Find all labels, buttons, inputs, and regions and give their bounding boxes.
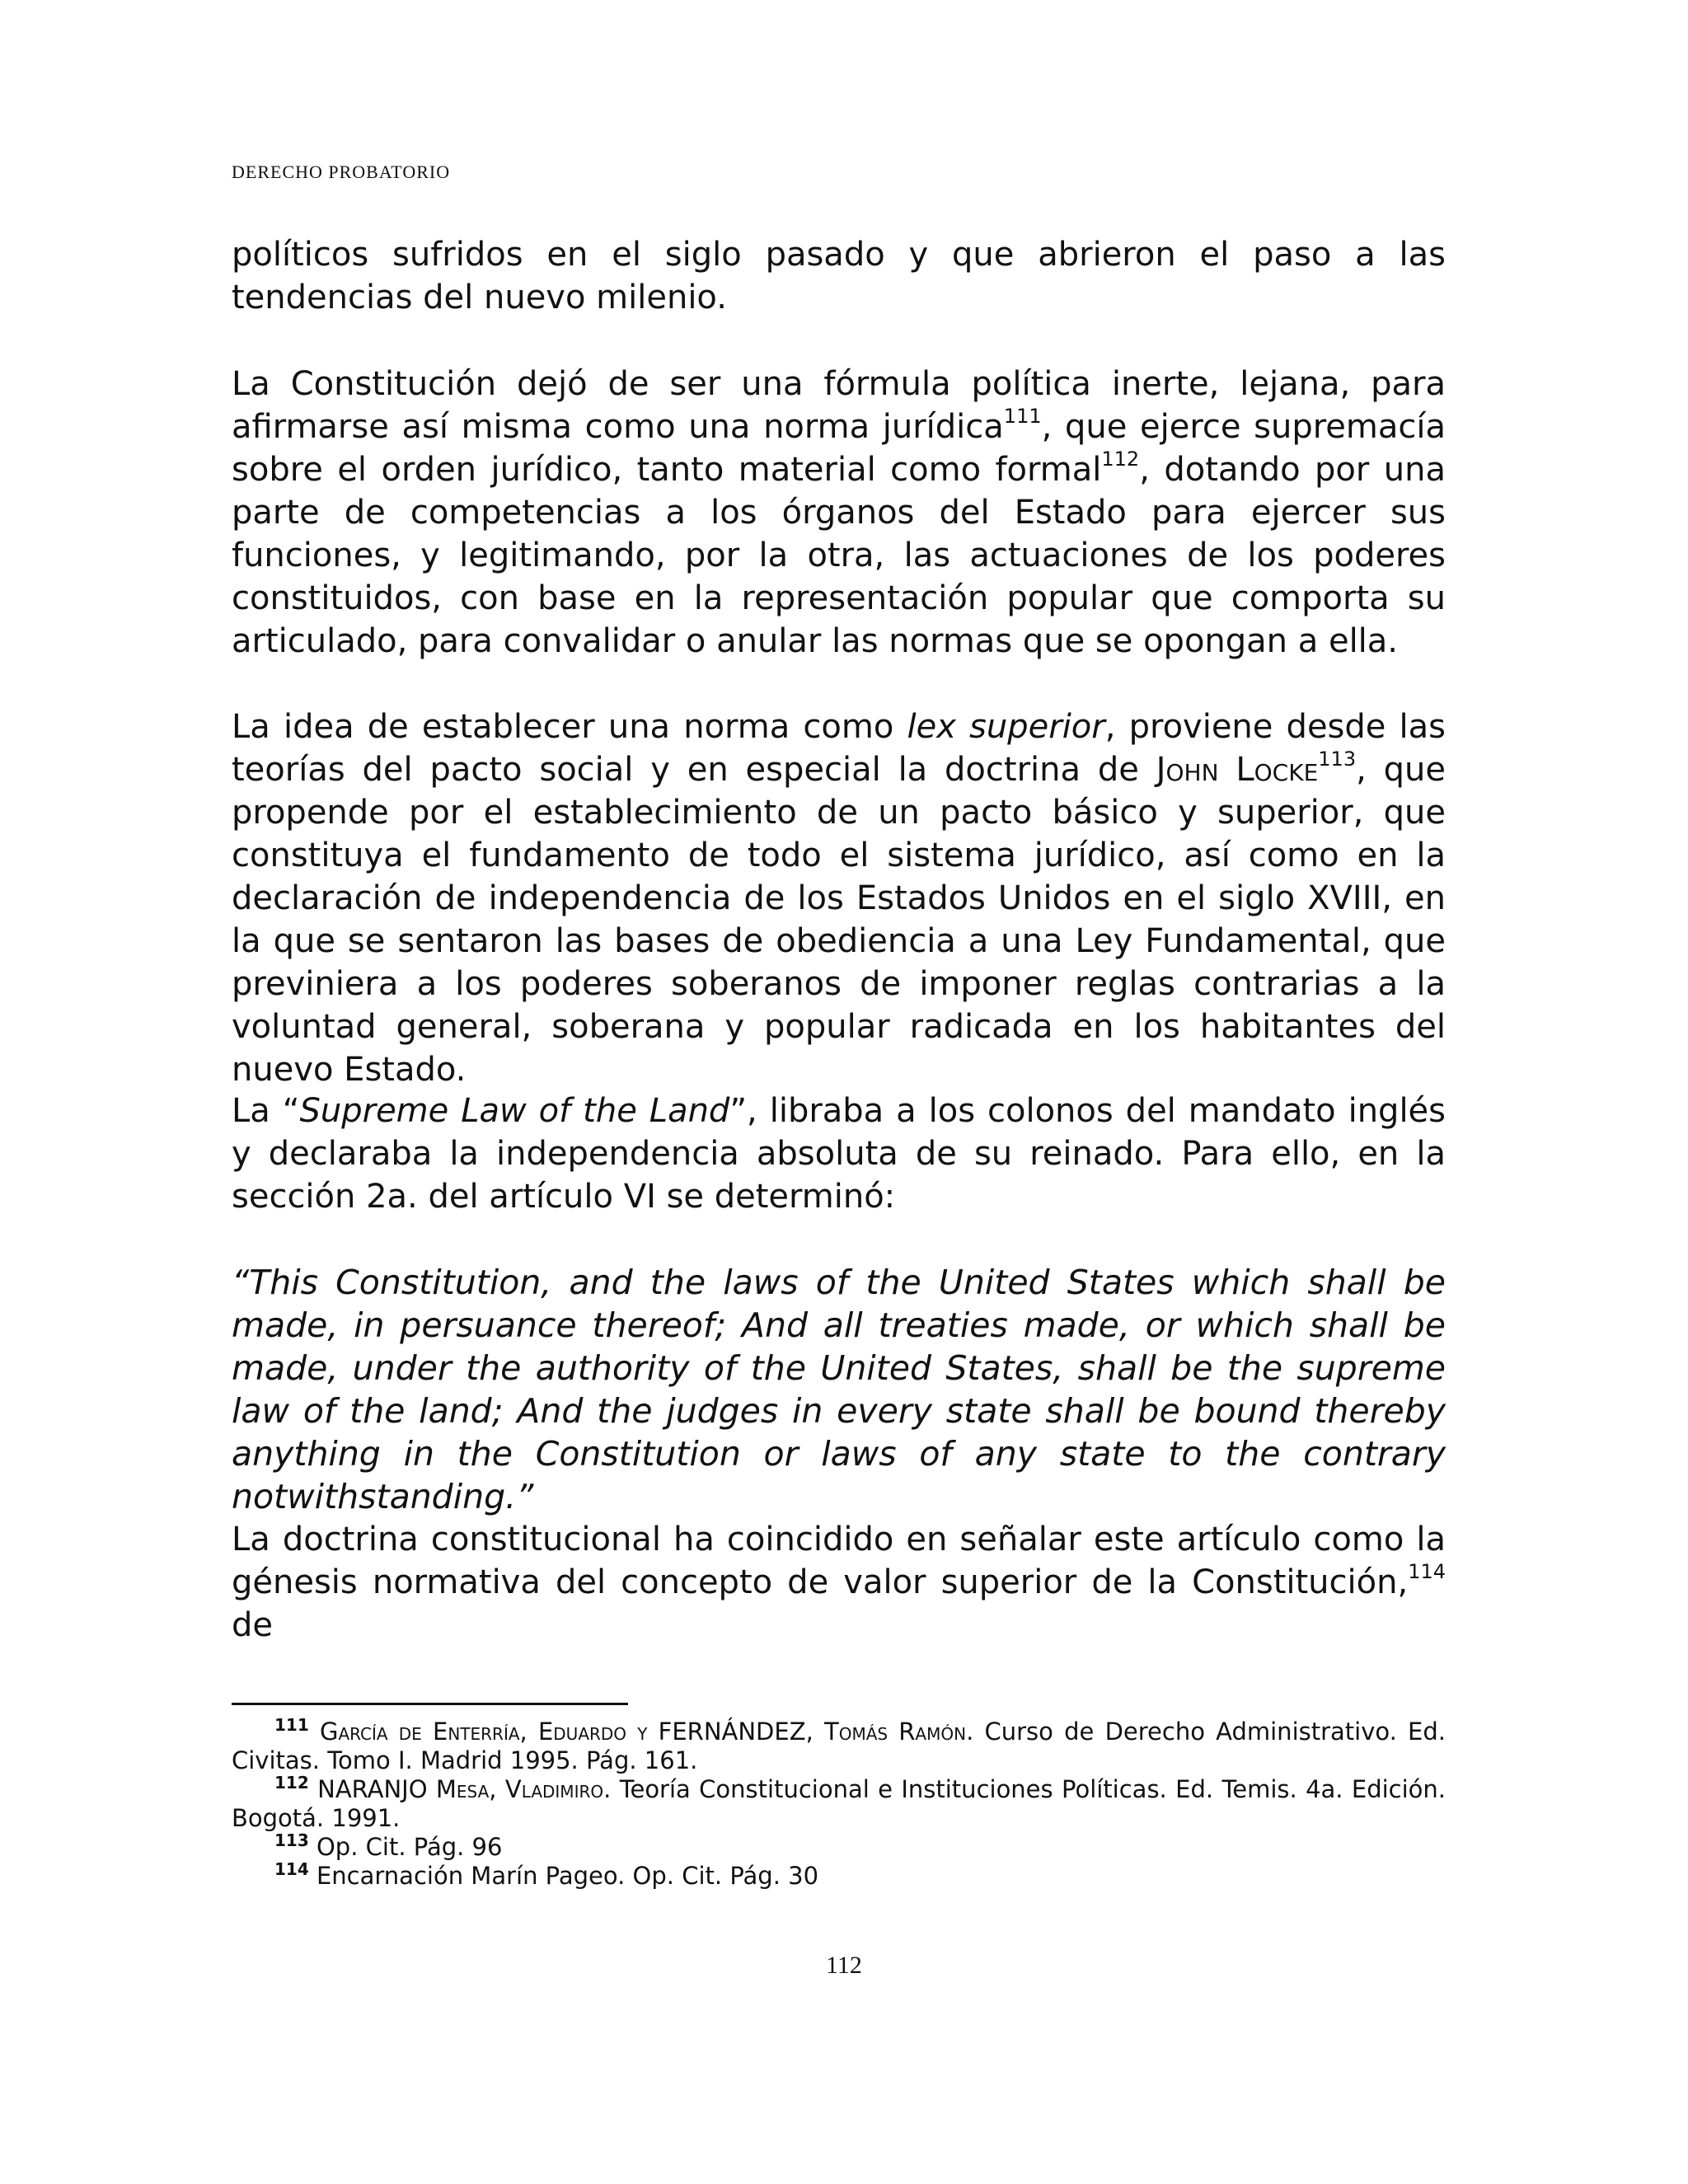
- footnote-text: Op. Cit. Pág. 96: [316, 1833, 503, 1861]
- paragraph-6: [232, 1518, 1446, 1647]
- footnote-112: [232, 1775, 1446, 1833]
- paragraph-6-text-a: La doctrina constitucional ha coincidido en señalar este artículo como la génesis normativa del concepto de valor superior de la Constitución,: [232, 1521, 1446, 1601]
- paragraph-1: políticos sufridos en el siglo pasado y que abrieron el paso a las tendencias del nuevo milenio.: [232, 236, 1446, 316]
- footnote-author: García de Enterría, Eduardo y FERNÁNDEZ, Tomás Ramón: [319, 1718, 967, 1746]
- paragraph-4-text-a: La “: [232, 1092, 300, 1130]
- paragraph-4-english-term: Supreme Law of the Land: [299, 1092, 730, 1130]
- footnote-text: . Curso de Derecho Administrativo. Ed. Civitas. Tomo I. Madrid 1995. Pág. 161.: [232, 1718, 1446, 1774]
- footnote-ref-113[interactable]: 113: [1318, 748, 1357, 771]
- page-number: 112: [826, 1952, 862, 1979]
- footnotes: [232, 1715, 1447, 1891]
- paragraph-4-text-b: ”, libraba a los colonos del mandato inglés y declaraba la independencia absoluta de su reinado. Para ello, en la sección 2a. del artículo VI se determinó:: [232, 1092, 1447, 1216]
- paragraph-2-text-a: La Constitución dejó de ser una fórmula política inerte, lejana, para afirmarse así misma como una norma jurídica: [232, 365, 1446, 446]
- footnote-text: Encarnación Marín Pageo. Op. Cit. Pág. 30: [316, 1862, 819, 1890]
- paragraph-2-text-b: , que ejerce supremacía sobre el orden jurídico, tanto material como formal: [232, 408, 1446, 489]
- footnote-divider: [232, 1703, 628, 1705]
- footnote-114: [232, 1859, 1446, 1891]
- block-quote: “This Constitution, and the laws of the United States which shall be made, in persuance thereof; And all treaties made, or which shall be made, under the authority of the United States, shall be the supreme law of the land; And the judges in every state shall be bound thereby anything in the Constitution or laws of any state to the contrary notwithstanding.”: [232, 1263, 1446, 1516]
- footnote-number: 113: [274, 1830, 309, 1850]
- footnote-113: [232, 1830, 1446, 1862]
- footnote-number: 114: [274, 1859, 309, 1879]
- footnote-111: [232, 1715, 1446, 1775]
- running-header: DERECHO PROBATORIO: [232, 162, 451, 182]
- footnote-ref-111[interactable]: 111: [1003, 405, 1042, 428]
- footnote-author: NARANJO Mesa, Vladimiro: [317, 1775, 604, 1803]
- footnote-number: 111: [274, 1715, 309, 1735]
- author-name-locke: John Locke: [1156, 751, 1319, 789]
- footnote-text: . Teoría Constitucional e Instituciones Políticas. Ed. Temis. 4a. Edición. Bogotá. 1991.: [232, 1775, 1447, 1832]
- paragraph-2: [232, 363, 1446, 663]
- paragraph-3: [232, 705, 1446, 1091]
- paragraph-2-text-c: , dotando por una parte de competencias a los órganos del Estado para ejercer sus funciones, y legitimando, por la otra, las actuaciones de los poderes constituidos, con base en la representación popular que comporta su articulado, para convalidar o anular las normas que se opongan a ella.: [232, 451, 1447, 660]
- paragraph-3-text-a: La idea de establecer una norma como: [232, 708, 907, 746]
- footnote-ref-114[interactable]: 114: [1408, 1560, 1446, 1583]
- footnote-ref-112[interactable]: 112: [1101, 448, 1140, 471]
- paragraph-3-text-b: , proviene desde las teorías del pacto social y en especial la doctrina de: [232, 708, 1447, 789]
- paragraph-3-text-c: , que propende por el establecimiento de un pacto básico y superior, que constituya el fundamento de todo el sistema jurídico, así como en la declaración de independencia de los Estados Unidos en el siglo XVIII, en la que se sentaron las bases de obediencia a una Ley Fundamental, que previniera a los poderes soberanos de imponer reglas contrarias a la voluntad general, soberana y popular radicada en los habitantes del nuevo Estado.: [232, 751, 1446, 1089]
- paragraph-6-text-b: de: [232, 1606, 273, 1644]
- footnote-number: 112: [274, 1773, 309, 1793]
- paragraph-4: [232, 1090, 1446, 1218]
- paragraph-3-latin-term: lex superior: [907, 708, 1105, 746]
